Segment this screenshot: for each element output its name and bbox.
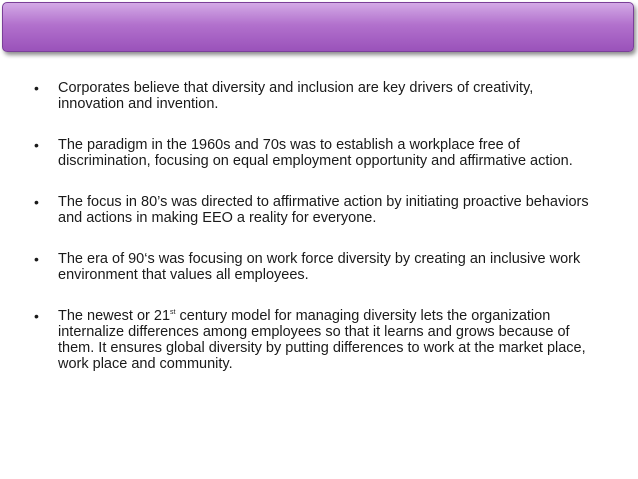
bullet-item (34, 251, 594, 283)
bullet-icon: • (34, 308, 39, 324)
bullet-item (34, 194, 594, 226)
bullet-text: The era of 90‘s was focusing on work force diversity by creating an inclusive work environment that values all employees. (58, 251, 581, 283)
superscript: st (170, 309, 176, 317)
bullet-item (34, 137, 594, 169)
bullet-icon: • (34, 251, 39, 267)
bullet-text-part: century model for managing diversity lets the organization internalize differences among employees so that it learns and grows because of them. It ensures global diversity by putting differences to work at the market place, work place and community. (58, 308, 586, 372)
bullet-icon: • (34, 194, 39, 210)
bullet-item (34, 80, 594, 112)
bullet-text: The focus in 80’s was directed to affirmative action by initiating proactive behaviors and actions in making EEO a reality for everyone. (58, 194, 589, 226)
title-bar (2, 2, 634, 52)
bullet-text: Corporates believe that diversity and inclusion are key drivers of creativity, innovation and invention. (58, 80, 534, 112)
bullet-icon: • (34, 80, 39, 96)
bullet-text (58, 308, 586, 372)
bullet-list (34, 80, 594, 397)
bullet-text: The paradigm in the 1960s and 70s was to establish a workplace free of discrimination, focusing on equal employment opportunity and affirmative action. (58, 137, 573, 169)
bullet-text-part: The newest or 21 (58, 308, 171, 324)
bullet-icon: • (34, 137, 39, 153)
bullet-item (34, 308, 594, 372)
